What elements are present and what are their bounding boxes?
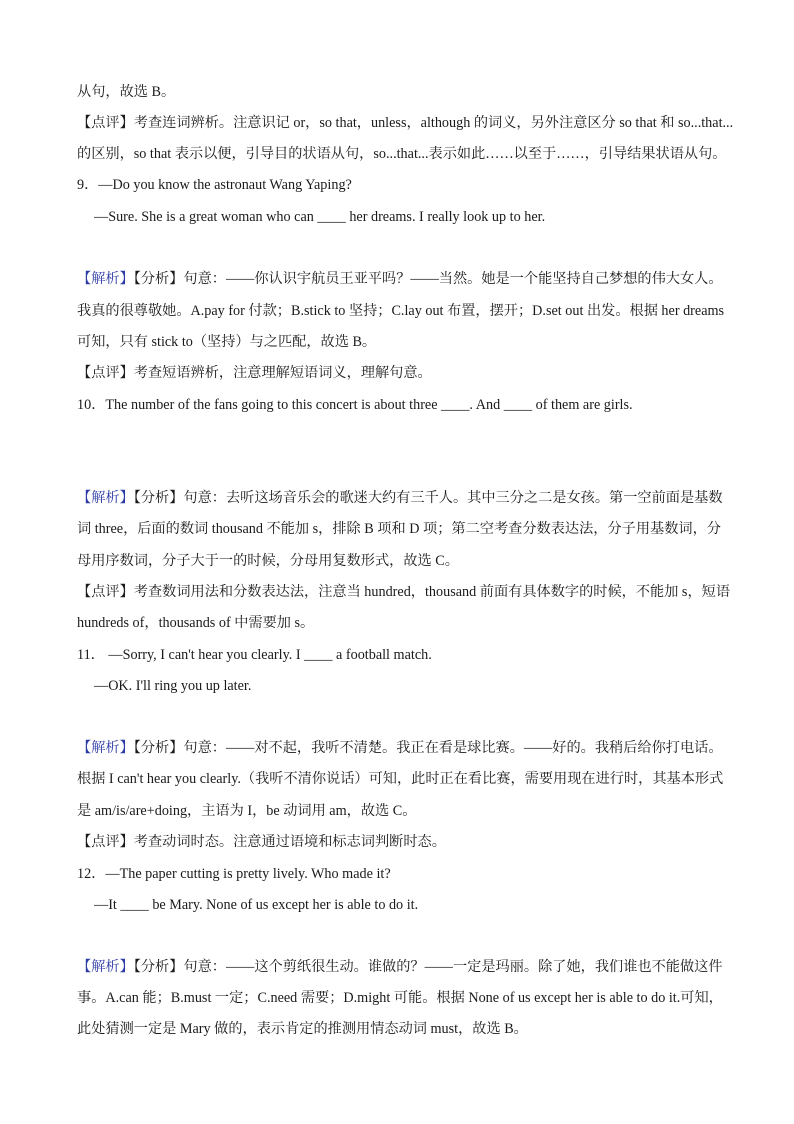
analysis-line: 【解析】【分析】句意：——这个剪纸很生动。谁做的？——一定是玛丽。除了她，我们谁也不能做这件 [77, 959, 723, 975]
text-line: 【点评】考查连词辨析。注意识记 or，so that，unless，although 的词义，另外注意区分 so that 和 so...that... [77, 115, 734, 131]
comment-line: 【点评】考查数词用法和分数表达法，注意当 hundred，thousand 前面有具体数字的时候，不能加 s，短语 [77, 584, 731, 600]
question-stem: —OK. I'll ring you up later. [94, 678, 252, 694]
analysis-line: 【解析】【分析】句意：去听这场音乐会的歌迷大约有三千人。其中三分之二是女孩。第一空前面是基数 [77, 490, 723, 506]
analysis-line: 根据 I can't hear you clearly.（我听不清你说话）可知，此时正在看比赛，需要用现在进行时，其基本形式 [77, 771, 724, 787]
question-stem: —It ____ be Mary. None of us except her is able to do it. [94, 897, 419, 913]
analysis-line: 【解析】【分析】句意：——对不起，我听不清楚。我正在看是球比赛。——好的。我稍后给你打电话。 [77, 740, 723, 756]
jiexi-tag: 【解析】 [77, 740, 134, 756]
question-stem: 12．—The paper cutting is pretty lively. Who made it? [77, 866, 391, 882]
question-stem: 11． —Sorry, I can't hear you clearly. I ____ a football match. [77, 647, 432, 663]
analysis-line: 词 three，后面的数词 thousand 不能加 s，排除 B 项和 D 项；第二空考查分数表达法，分子用基数词，分 [77, 521, 721, 537]
analysis-line: 事。A.can 能；B.must 一定；C.need 需要；D.might 可能。根据 None of us except her is able to do it.可知， [77, 990, 723, 1006]
comment-line: 【点评】考查动词时态。注意通过语境和标志词判断时态。 [77, 834, 446, 850]
jiexi-tag: 【解析】 [77, 271, 134, 287]
jiexi-tag: 【解析】 [77, 490, 134, 506]
jiexi-tag: 【解析】 [77, 959, 134, 975]
analysis-line: 【解析】【分析】句意：——你认识宇航员王亚平吗？——当然。她是一个能坚持自己梦想的伟大女人。 [77, 271, 723, 287]
question-stem: 9．—Do you know the astronaut Wang Yaping? [77, 177, 352, 193]
analysis-line: 我真的很尊敬她。A.pay for 付款；B.stick to 坚持；C.lay out 布置，摆开；D.set out 出发。根据 her dreams [77, 303, 725, 319]
analysis-line: 此处猜测一定是 Mary 做的，表示肯定的推测用情态动词 must，故选 B。 [77, 1021, 528, 1037]
analysis-line: 可知，只有 stick to（坚持）与之匹配，故选 B。 [77, 334, 377, 350]
question-stem: 10．The number of the fans going to this concert is about three ____. And ____ of them are girls. [77, 397, 633, 413]
question-stem: —Sure. She is a great woman who can ____ her dreams. I really look up to her. [94, 209, 546, 225]
analysis-line: 母用序数词，分子大于一的时候，分母用复数形式，故选 C。 [77, 553, 459, 569]
text-line: 的区别，so that 表示以便，引导目的状语从句，so...that...表示如此……以至于……，引导结果状语从句。 [77, 146, 727, 162]
text-line: 从句，故选 B。 [77, 84, 176, 100]
analysis-line: 是 am/is/are+doing，主语为 I，be 动词用 am，故选 C。 [77, 803, 417, 819]
comment-line: hundreds of，thousands of 中需要加 s。 [77, 615, 315, 631]
comment-line: 【点评】考查短语辨析，注意理解短语词义，理解句意。 [77, 365, 432, 381]
